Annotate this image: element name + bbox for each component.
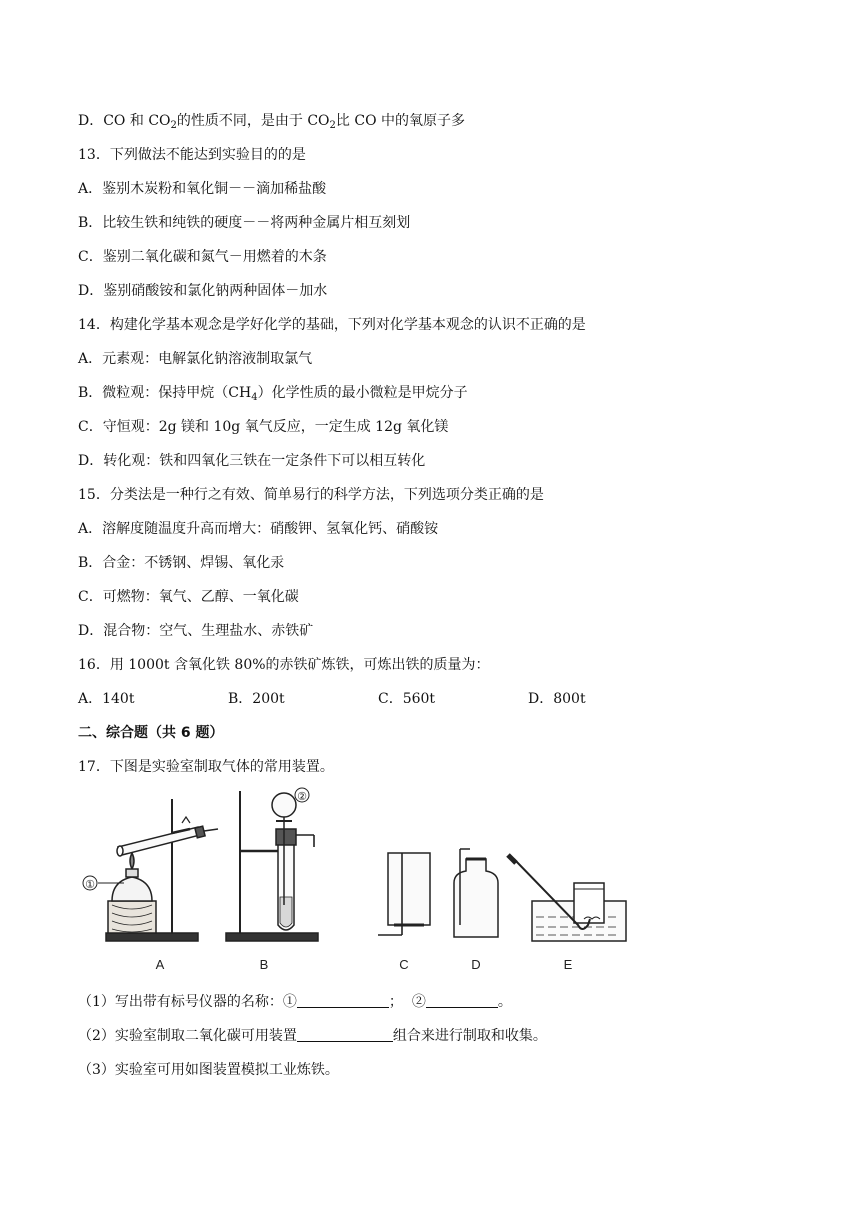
marker-2: ②: [297, 790, 307, 803]
label-c: C: [399, 957, 409, 972]
answer-blank-2[interactable]: [426, 993, 498, 1008]
q14-b-text-1: B．微粒观：保持甲烷（CH: [78, 385, 252, 401]
subscript: 2: [329, 120, 336, 131]
q13-option-b: B．比较生铁和纯铁的硬度－－将两种金属片相互刻划: [78, 215, 411, 231]
q16-option-a: A．140t: [78, 691, 135, 707]
subscript: 2: [170, 120, 177, 131]
label-e: E: [563, 957, 573, 972]
q13-option-c: C．鉴别二氧化碳和氮气－用燃着的木条: [78, 249, 327, 265]
apparatus-b: [226, 788, 318, 941]
q17-p2-post: 组合来进行制取和收集。: [392, 1028, 547, 1044]
q12-d-text-2: 的性质不同，是由于 CO: [176, 113, 330, 129]
q15-stem: 15．分类法是一种行之有效、简单易行的科学方法，下列选项分类正确的是: [78, 487, 544, 503]
label-a: A: [155, 957, 165, 972]
q15-option-a: A．溶解度随温度升高而增大：硝酸钾、氢氧化钙、硝酸铵: [78, 521, 439, 537]
q17-p1-end: 。: [497, 994, 512, 1010]
q14-option-b: [78, 383, 468, 403]
q14-stem: 14．构建化学基本观念是学好化学的基础，下列对化学基本观念的认识不正确的是: [78, 317, 586, 333]
q16-option-c: C．560t: [378, 691, 436, 707]
q13-option-a: A．鉴别木炭粉和氧化铜－－滴加稀盐酸: [78, 181, 327, 197]
q17-p1-text: （1）写出带有标号仪器的名称：①: [78, 994, 297, 1010]
q15-option-b: B．合金：不锈钢、焊锡、氧化汞: [78, 555, 285, 571]
q17-p2-text: （2）实验室制取二氧化碳可用装置: [78, 1028, 297, 1044]
label-b: B: [259, 957, 269, 972]
answer-blank-3[interactable]: [297, 1027, 393, 1042]
q12-d-text-3: 比 CO 中的氧原子多: [335, 113, 465, 129]
q13-stem: 13．下列做法不能达到实验目的的是: [78, 147, 306, 163]
q17-p1-mid: ； ②: [388, 994, 426, 1010]
q14-option-a: A．元素观：电解氯化钠溶液制取氯气: [78, 351, 313, 367]
q12-d-text-1: D．CO 和 CO: [78, 113, 171, 129]
section-title: 二、综合题（共 6 题）: [78, 725, 224, 741]
q16-option-d: D．800t: [528, 691, 586, 707]
q15-option-c: C．可燃物：氧气、乙醇、一氧化碳: [78, 589, 299, 605]
lab-apparatus-figure: [78, 785, 638, 975]
q14-b-text-2: ）化学性质的最小微粒是甲烷分子: [257, 385, 468, 401]
q14-option-c: C．守恒观：2g 镁和 10g 氧气反应，一定生成 12g 氧化镁: [78, 419, 449, 435]
q16-option-b: B．200t: [228, 691, 285, 707]
subscript: 4: [251, 392, 258, 403]
q17-part-3: （3）实验室可用如图装置模拟工业炼铁。: [78, 1062, 339, 1078]
answer-blank-1[interactable]: [297, 993, 389, 1008]
q17-part-2: [78, 1026, 547, 1046]
q13-option-d: D．鉴别硝酸铵和氯化钠两种固体－加水: [78, 283, 328, 299]
q16-stem: 16．用 1000t 含氧化铁 80%的赤铁矿炼铁，可炼出铁的质量为：: [78, 657, 490, 673]
q17-part-1: [78, 992, 512, 1012]
q17-stem: 17．下图是实验室制取气体的常用装置。: [78, 759, 334, 775]
q14-option-d: D．转化观：铁和四氧化三铁在一定条件下可以相互转化: [78, 453, 426, 469]
q15-option-d: D．混合物：空气、生理盐水、赤铁矿: [78, 623, 314, 639]
apparatus-a: [83, 799, 218, 941]
apparatus-d: [454, 849, 498, 937]
apparatus-e: [508, 855, 626, 941]
apparatus-c: [378, 853, 430, 935]
q12-option-d: [78, 111, 465, 131]
marker-1: ①: [85, 878, 95, 891]
label-d: D: [471, 957, 481, 972]
